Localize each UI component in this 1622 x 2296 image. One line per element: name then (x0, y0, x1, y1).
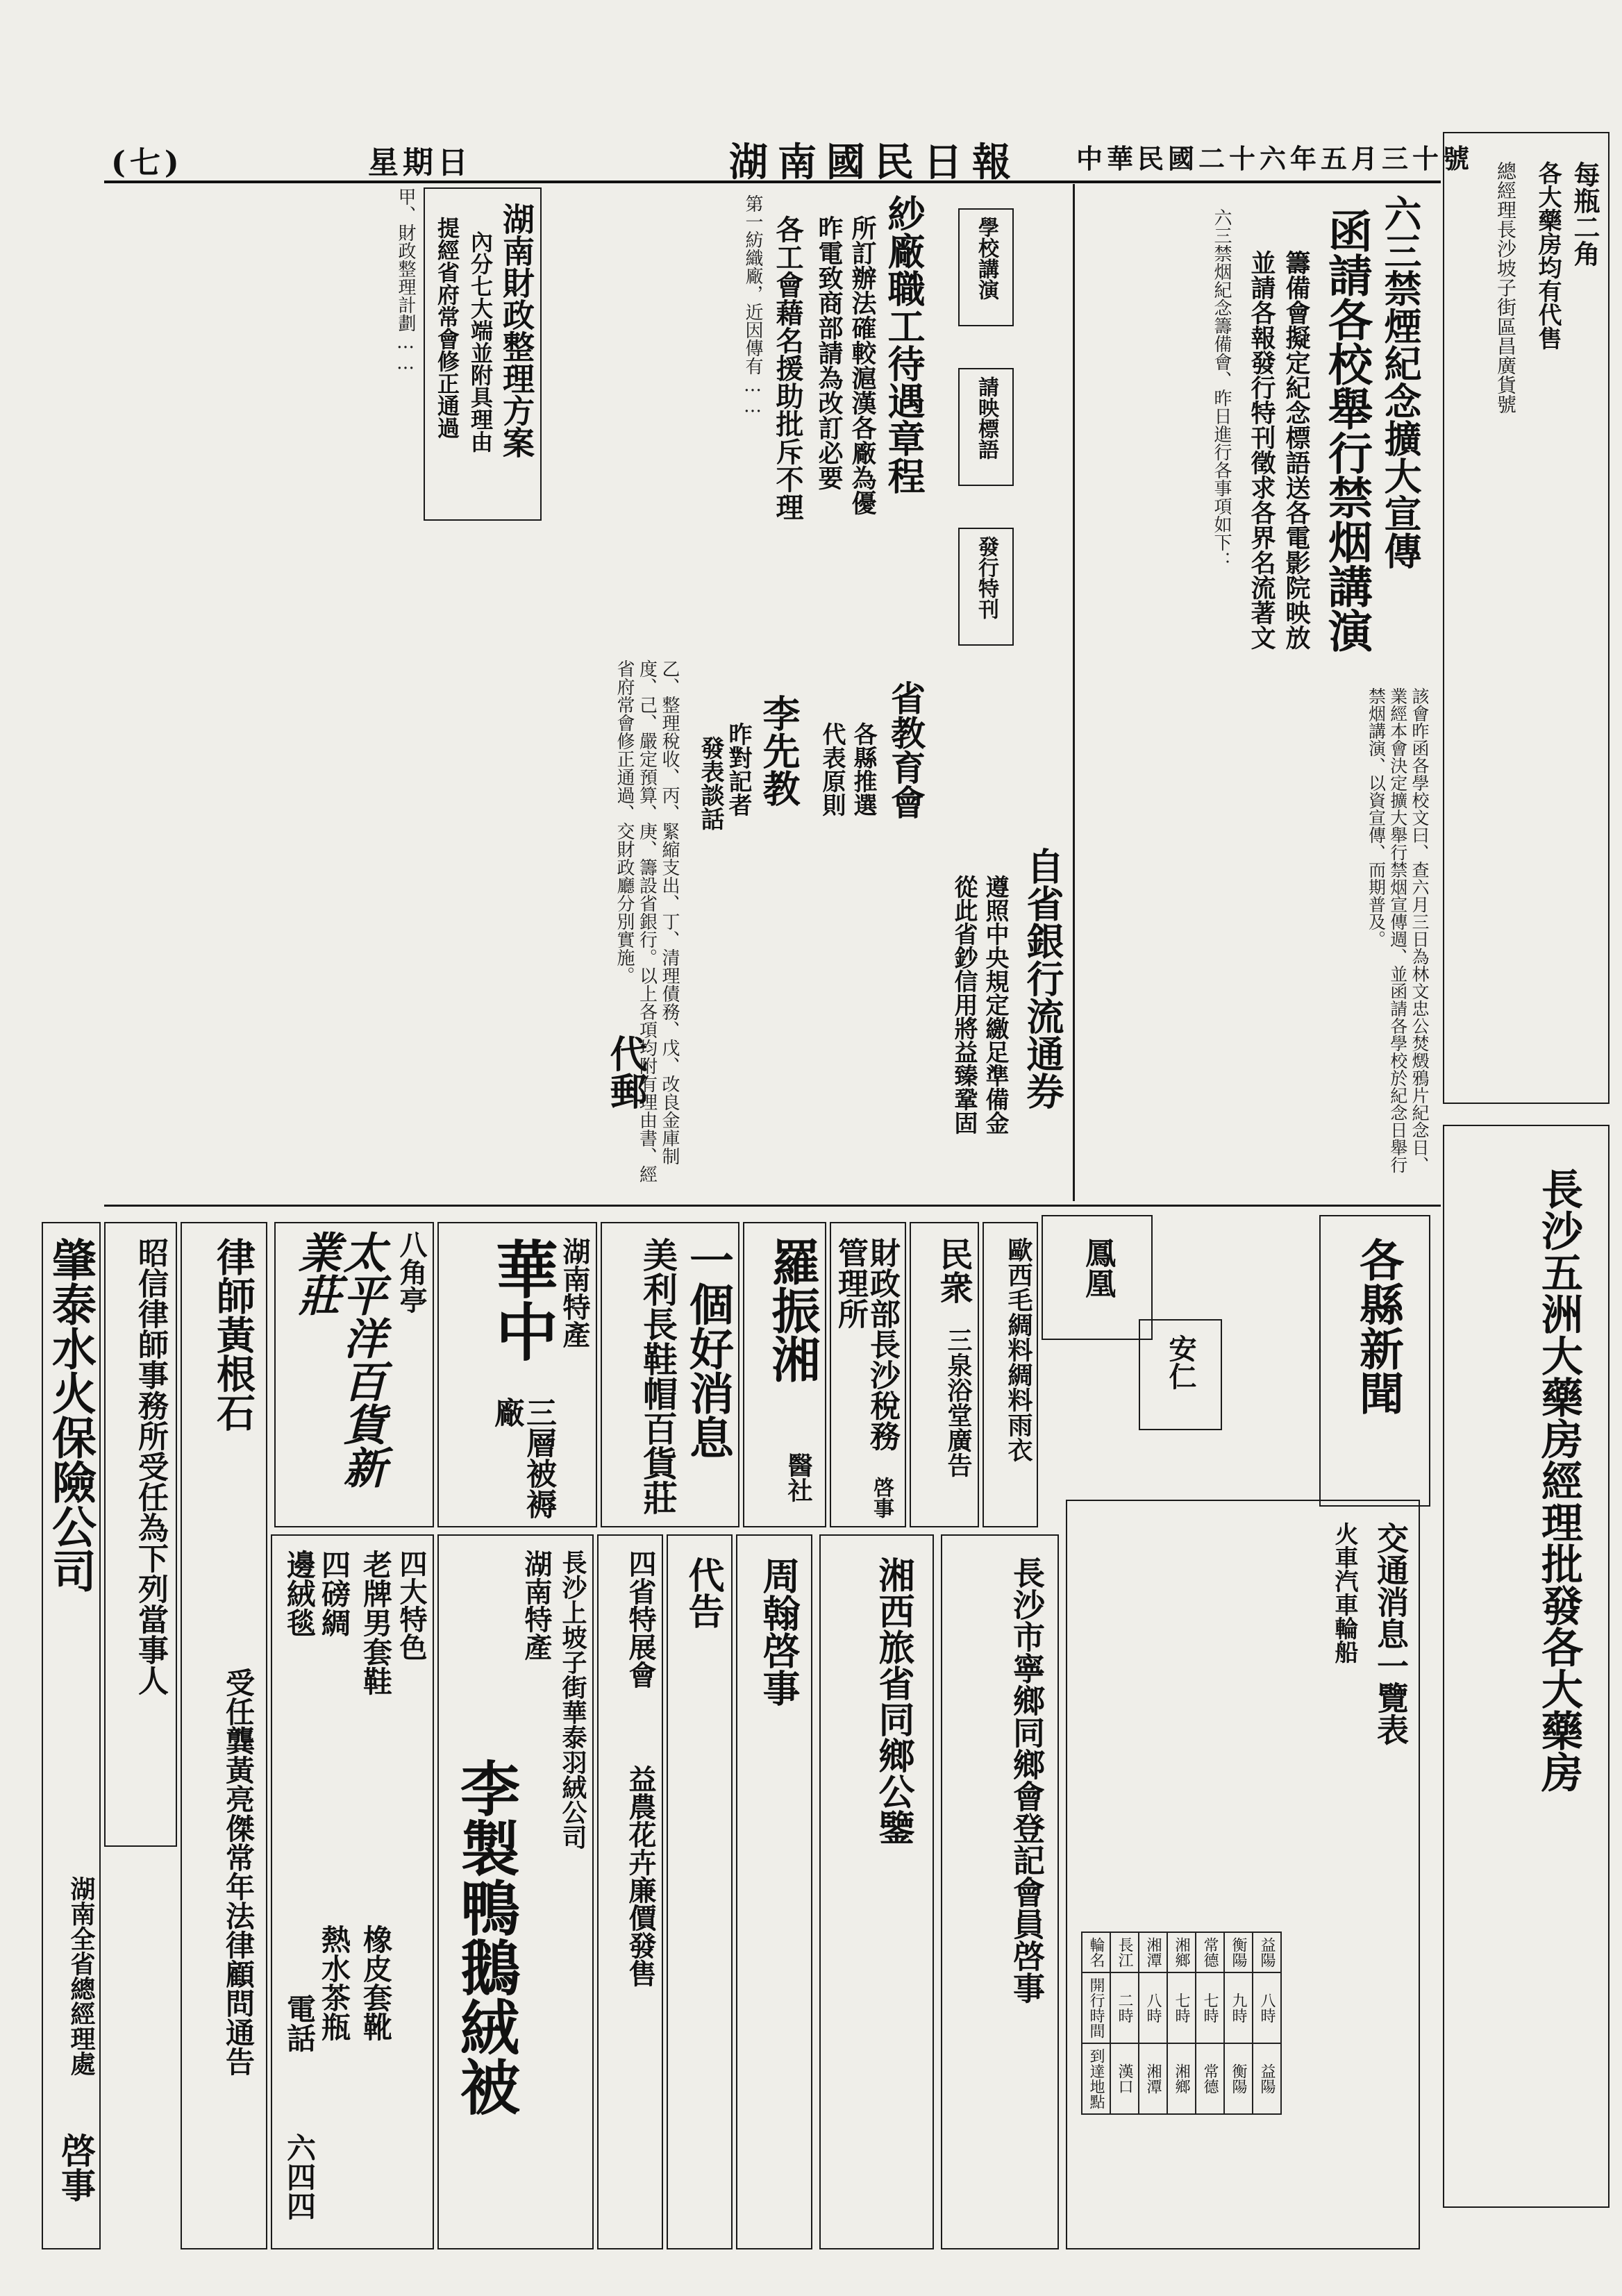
table-cell: 益陽 (1253, 1932, 1281, 1972)
a2-headline: 紗廠職工待遇章程 (882, 194, 926, 494)
pacific-store-ad (274, 1222, 434, 1527)
right-ad-strip (1443, 132, 1613, 2249)
a2-deck-2: 昨電致商部請為改訂必要 (814, 215, 844, 490)
issue-date: 中華民國二十六年五月三十號 (1076, 143, 1474, 174)
table-cell: 益陽 (1253, 2043, 1281, 2114)
special-issue-label: 發行特刊 (958, 528, 1014, 646)
fabric-title: 歐西毛綢料綢料雨衣 (1004, 1237, 1033, 1462)
a3-body: 甲、財政整理計劃…… (395, 187, 416, 374)
table-cell: 漢口 (1110, 2043, 1139, 2114)
slogan-label: 請映標語 (958, 368, 1014, 486)
table-cell: 二時 (1110, 1972, 1139, 2043)
wuzhou-pharmacy-ad: 長沙五洲大藥房經理批發各大藥房 (1535, 1168, 1583, 1793)
timetable-subtitle: 火車汽車輪船 (1330, 1522, 1358, 1664)
table-cell: 七時 (1196, 1972, 1224, 2043)
a1-body: 六三禁烟紀念籌備會、昨日進行各事項如下： (1211, 208, 1232, 569)
table-cell: 衡陽 (1224, 1932, 1253, 1972)
huatai-quilt-ad (437, 1534, 594, 2249)
zhaotai-name: 肇泰水火保險公司 (44, 1237, 97, 1593)
goods-features: 四大特色 (395, 1550, 428, 1661)
fenghuang-label: 鳳凰 (1042, 1215, 1153, 1340)
a4-deck-2: 發表談話 (696, 736, 724, 830)
good-news-title: 一個好消息 (682, 1237, 734, 1459)
exhibition-title: 四省特展會 (624, 1550, 657, 1689)
luo-tag: 醫社 (784, 1452, 813, 1502)
goods-phone-number: 六四四 (283, 2133, 317, 2220)
timetable-title: 交通消息一覽表 (1372, 1522, 1410, 1745)
huazhong-specialty: 湖南特產 (558, 1237, 591, 1348)
table-cell: 湘潭 (1139, 1932, 1167, 1972)
goods-list-ad (271, 1534, 434, 2249)
tax-office-ad (830, 1222, 906, 1527)
medicine-ad-box (1443, 132, 1610, 1104)
table-cell: 九時 (1224, 1972, 1253, 2043)
table-cell: 湘鄉 (1167, 2043, 1196, 2114)
a1-continuation: 該會昨函各學校文曰、查六月三日為林文忠公焚燬鴉片紀念日、業經本會決定擴大舉行禁烟宣傳週、並函請各學校於紀念日舉行禁烟講演、以資宣傳、而期普及。 (1366, 687, 1430, 1173)
fold-divider (104, 1205, 1441, 1207)
tax-office-tag: 啓事 (869, 1477, 894, 1518)
table-header: 到達地點 (1082, 2043, 1110, 2114)
meilichang-name: 美利長鞋帽百貨莊 (637, 1237, 678, 1515)
lawyer-huang-name: 律師黃根石 (210, 1237, 256, 1432)
xiangxi-association-ad (819, 1534, 934, 2249)
huatai-specialty: 湖南特產 (520, 1550, 553, 1661)
page-number: (七) (111, 145, 183, 181)
transport-timetable-ad (1066, 1500, 1420, 2249)
zhaotai-insurance-ad (42, 1222, 101, 2249)
huatai-product: 李製鴨鵝絨被 (450, 1758, 520, 2116)
table-header: 輪名 (1082, 1932, 1110, 1972)
a1-deck-2: 並請各報發行特刊徵求各界名流著文 (1247, 250, 1276, 650)
xiangxi-title: 湘西旅省同鄉公鑒 (872, 1557, 914, 1845)
a7-headline: 代郵 (604, 1034, 649, 1109)
goods-thermos: 熱水茶瓶 (317, 1925, 351, 2041)
a2-body: 第一紡織廠，近因傳有…… (742, 194, 763, 417)
goods-blanket: 邊絨毯 (283, 1550, 317, 1637)
a3-deck-2: 提經省府常會修正通過 (434, 217, 460, 439)
exhibition-sub: 益農花卉廉價發售 (624, 1765, 657, 1987)
ningxiang-association-ad (941, 1534, 1059, 2249)
table-cell: 八時 (1253, 1972, 1281, 2043)
zhaotai-sub: 湖南全省總經理處 (67, 1876, 96, 2076)
anren-label: 安仁 (1139, 1319, 1222, 1430)
medicine-price: 每瓶二角 (1569, 161, 1600, 267)
article-bank-notes (805, 847, 1065, 1139)
table-cell: 八時 (1139, 1972, 1167, 2043)
a2-deck-3: 各工會藉名援助批斥不理 (771, 215, 804, 521)
daigao-title: 代告 (682, 1557, 724, 1629)
fabric-ad (983, 1222, 1038, 1527)
a6-headline: 自省銀行流通券 (1021, 847, 1065, 1109)
ningxiang-title: 長沙市寧鄉同鄉會登記會員啓事 (1008, 1557, 1046, 2004)
weekday: 星期日 (368, 145, 472, 181)
county-news-title: 各縣新聞 (1352, 1237, 1404, 1415)
a2-deck-1: 所訂辦法確較滬漢各廠為優 (848, 215, 877, 515)
finance-continuation: 乙、整理稅收、丙、緊縮支出、丁、清理債務、戊、改良金庫制度、己、嚴定預算、庚、籌設省銀行。以上各項均附有理由書、經省府常會修正通過、交財政廳分別實施。 (614, 660, 680, 1183)
good-news-ad (601, 1222, 739, 1527)
pacific-name: 太平洋百貨新業莊 (290, 1230, 387, 1489)
huatai-company: 長沙上坡子街華泰羽絨公司 (558, 1550, 587, 1850)
medicine-sellers: 各大藥房均有代售 (1534, 161, 1562, 350)
pacific-location: 八角亭 (395, 1230, 428, 1314)
table-cell: 長江 (1110, 1932, 1139, 1972)
wuzhou-pharmacy-box (1443, 1125, 1610, 2208)
a3-headline: 湖南財政整理方案 (498, 203, 535, 458)
article-textile (694, 194, 926, 639)
a1-headline: 六三禁煙紀念擴大宣傳 (1378, 194, 1423, 569)
masthead (104, 132, 1474, 185)
county-news-box (1319, 1215, 1430, 1507)
luo-clinic-ad (743, 1222, 826, 1527)
a4-deck-1: 昨對記者 (724, 722, 752, 816)
a1-subheadline: 函請各校舉行禁烟講演 (1321, 208, 1373, 653)
zhaotai-notice: 啓事 (56, 2133, 97, 2202)
zhaoxin-title: 昭信律師事務所受任為下列當事人 (133, 1237, 168, 1695)
article-li (694, 694, 799, 1000)
article-daiyou (569, 1028, 649, 1180)
table-cell: 湘潭 (1139, 2043, 1167, 2114)
goods-rubber-boots: 橡皮套靴 (359, 1925, 393, 2041)
a6-deck-1: 遵照中央規定繳足準備金 (981, 875, 1009, 1134)
huazhong-name: 華中 (485, 1237, 558, 1362)
medicine-distributor: 總經理長沙坡子街區昌廣貨號 (1494, 161, 1517, 414)
paper-name: 湖南國民日報 (729, 140, 1021, 185)
tax-office-name: 財政部長沙稅務管理所 (832, 1237, 900, 1451)
table-cell: 衡陽 (1224, 2043, 1253, 2114)
a5-deck-2: 代表原則 (818, 722, 846, 816)
a3-deck-1: 內分七大端並附具理由 (467, 231, 494, 453)
a4-headline: 李先教 (757, 694, 801, 807)
zhouhan-notice-ad (736, 1534, 812, 2249)
table-cell: 七時 (1167, 1972, 1196, 2043)
exhibition-ad (597, 1534, 663, 2249)
goods-phone: 電話 (283, 1994, 317, 2052)
zhaoxin-law-ad (104, 1222, 177, 1847)
luo-name: 羅振湘 (764, 1237, 821, 1383)
huazhong-factory-ad (437, 1222, 597, 1527)
lawyer-huang-ad (181, 1222, 267, 2249)
bathhouse-sub: 三泉浴堂廣告 (944, 1327, 973, 1477)
bathhouse-name: 民衆 (934, 1237, 973, 1304)
daigao-ad (667, 1534, 733, 2249)
zhouhan-title: 周翰啓事 (757, 1557, 801, 1707)
lawyer-huang-sub: 受任龔黃亮傑常年法律顧問通告 (221, 1668, 256, 2076)
table-cell: 常德 (1196, 1932, 1224, 1972)
boat-schedule-table (1081, 1932, 1282, 2115)
huazhong-tag: 三層被褥廠 (488, 1397, 556, 1519)
school-lecture-label: 學校講演 (958, 208, 1014, 326)
a5-headline: 省教育會 (885, 680, 926, 819)
bathhouse-ad (910, 1222, 979, 1527)
a6-deck-2: 從此省鈔信用將益臻鞏固 (950, 875, 978, 1134)
article-finance-box (424, 187, 542, 521)
goods-galoshes: 老牌男套鞋 (359, 1550, 393, 1695)
table-cell: 湘鄉 (1167, 1932, 1196, 1972)
goods-silk: 四磅綢 (317, 1550, 351, 1637)
a5-deck-1: 各縣推選 (849, 722, 877, 816)
table-header: 開行時間 (1082, 1972, 1110, 2043)
a1-deck-1: 籌備會擬定紀念標語送各電影院映放 (1282, 250, 1311, 650)
table-cell: 常德 (1196, 2043, 1224, 2114)
